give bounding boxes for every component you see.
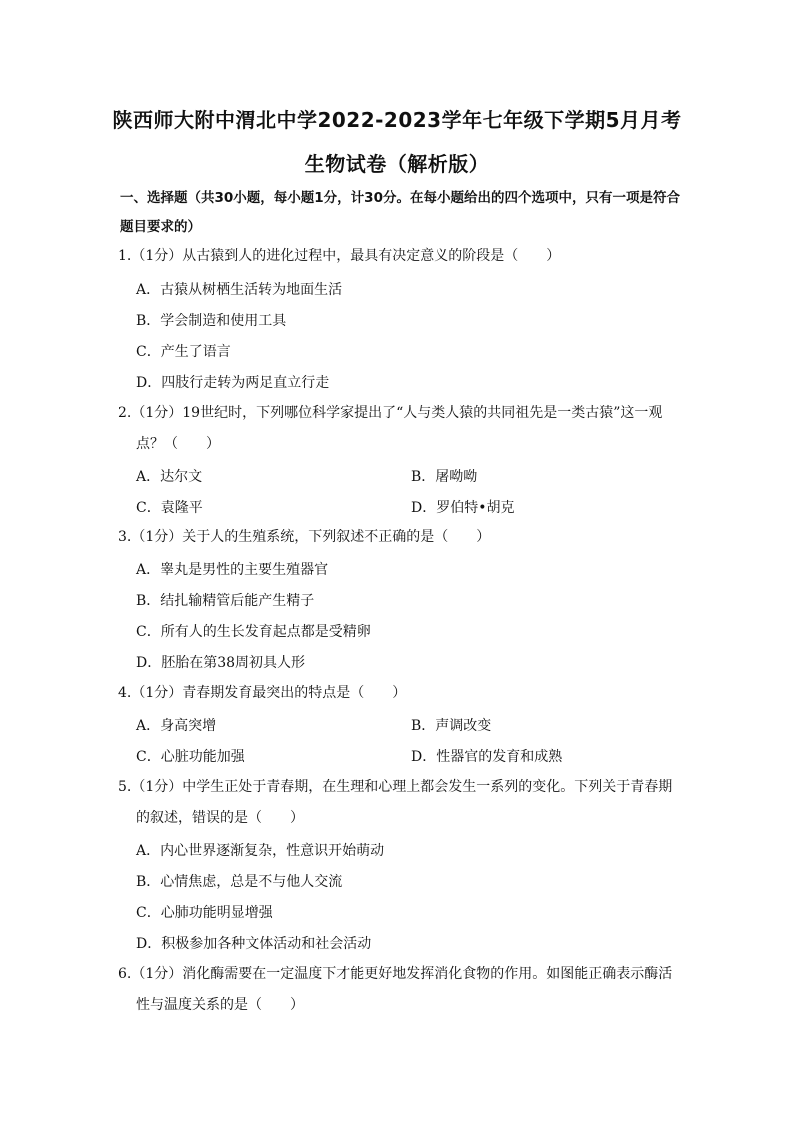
- question-3-line: 3.（1分）关于人的生殖系统，下列叙述不正确的是（ ）: [118, 529, 491, 545]
- question-1-line: 1.（1分）从古猿到人的进化过程中，最具有决定意义的阶段是（ ）: [118, 248, 561, 264]
- question-2-line-2: 点？（ ）: [136, 436, 220, 452]
- section-heading: 一、选择题（共30小题，每小题1分，计30分。在每小题给出的四个选项中，只有一项是符合题目要求的）: [120, 190, 680, 235]
- question-3-option-a: A．睾丸是男性的主要生殖器官: [136, 562, 329, 578]
- question-2-stem: [118, 398, 680, 460]
- question-2-option-a: A．达尔文: [136, 469, 203, 485]
- question-5-option-a: A．内心世界逐渐复杂，性意识开始萌动: [136, 843, 385, 859]
- question-4-option-d: D．性器官的发育和成熟: [411, 749, 563, 765]
- question-4-option-b: B．声调改变: [411, 718, 492, 734]
- question-3-option-c: C．所有人的生长发育起点都是受精卵: [136, 624, 371, 640]
- question-4-line: 4.（1分）青春期发育最突出的特点是（ ）: [118, 685, 407, 701]
- question-5-option-d: D．积极参加各种文体活动和社会活动: [136, 936, 372, 952]
- question-2-option-c: C．袁隆平: [136, 500, 203, 516]
- question-1-option-c: C．产生了语言: [136, 344, 231, 360]
- question-4-stem: [118, 678, 680, 709]
- question-3-option-b: B．结扎输精管后能产生精子: [136, 593, 315, 609]
- document-title: 陕西师大附中渭北中学2022-2023学年七年级下学期5月月考生物试卷（解析版）: [112, 108, 682, 176]
- question-1-option-a: A．古猿从树栖生活转为地面生活: [136, 282, 343, 298]
- question-1-option-d: D．四肢行走转为两足直立行走: [136, 375, 330, 391]
- question-5-option-b: B．心情焦虑，总是不与他人交流: [136, 874, 343, 890]
- question-3-stem: [118, 522, 680, 553]
- question-2-option-d: D．罗伯特•胡克: [411, 500, 515, 516]
- question-2-line-1: 2.（1分）19世纪时，下列哪位科学家提出了“人与类人猿的共同祖先是一类古猿”这一观: [118, 405, 663, 421]
- question-5-line-1: 5.（1分）中学生正处于青春期，在生理和心理上都会发生一系列的变化。下列关于青春期: [118, 779, 673, 795]
- question-3-option-d: D．胚胎在第38周初具人形: [136, 655, 306, 671]
- question-4-option-a: A．身高突增: [136, 718, 217, 734]
- question-2-option-b: B．屠呦呦: [411, 469, 478, 485]
- question-5-option-c: C．心肺功能明显增强: [136, 905, 273, 921]
- question-6-stem: [118, 959, 680, 1021]
- question-6-line-2: 性与温度关系的是（ ）: [136, 997, 304, 1013]
- question-5-line-2: 的叙述，错误的是（ ）: [136, 810, 304, 826]
- question-6-line-1: 6.（1分）消化酶需要在一定温度下才能更好地发挥消化食物的作用。如图能正确表示酶活: [118, 966, 673, 982]
- question-4-option-c: C．心脏功能加强: [136, 749, 245, 765]
- question-1-stem: [118, 241, 680, 272]
- question-5-stem: [118, 772, 680, 834]
- question-1-option-b: B．学会制造和使用工具: [136, 313, 287, 329]
